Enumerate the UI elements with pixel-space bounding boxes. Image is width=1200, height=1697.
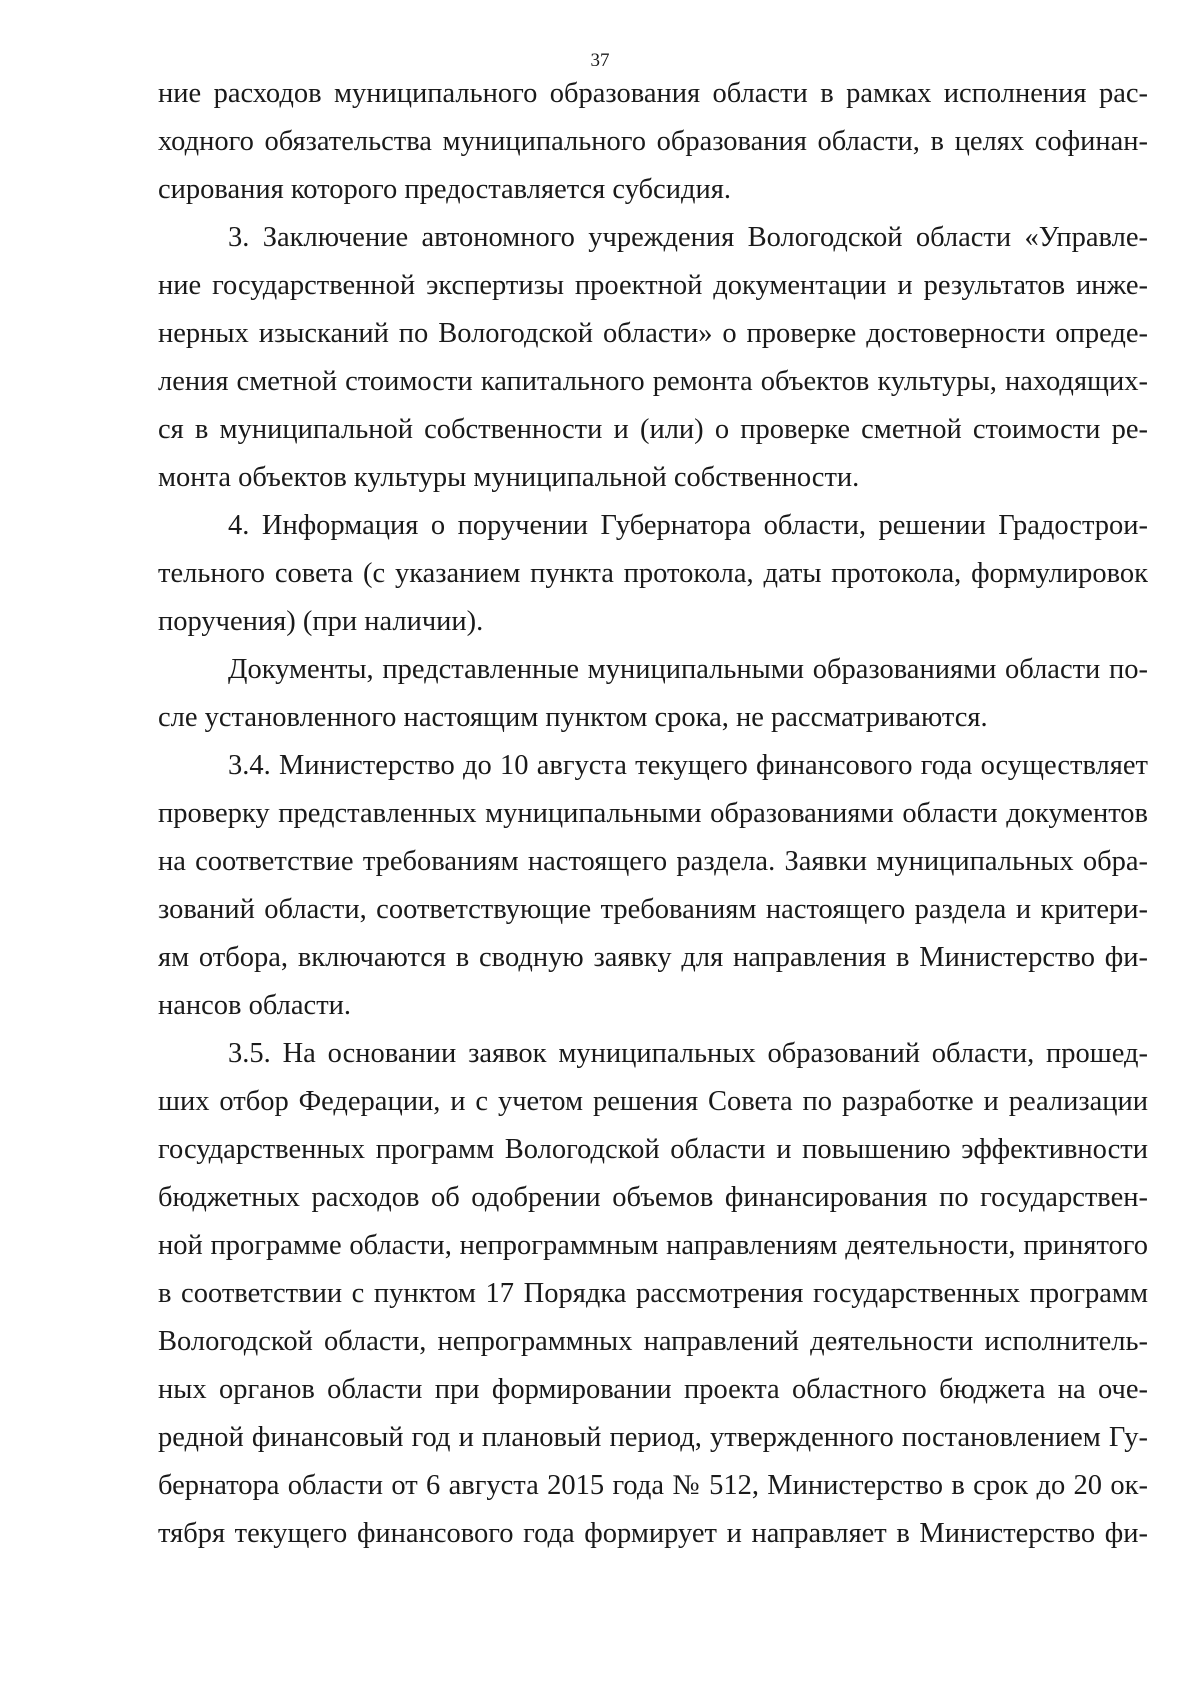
- text-line: ной программе области, непрограммным направлениям деятельности, принятого: [158, 1230, 1148, 1261]
- text-line: редной финансовый год и плановый период, утвержденного постановлением Гу-: [158, 1422, 1148, 1453]
- text-line: сирования которого предоставляется субсидия.: [158, 174, 731, 205]
- paragraph: [158, 70, 1148, 214]
- text-line: проверку представленных муниципальными образованиями области документов: [158, 798, 1148, 829]
- text-line: нерных изысканий по Вологодской области» о проверке достоверности опреде-: [158, 318, 1148, 349]
- page-number: 37: [590, 50, 610, 71]
- text-line: 3. Заключение автономного учреждения Вологодской области «Управле-: [228, 222, 1148, 253]
- paragraph: [158, 1030, 1148, 1558]
- text-line: 3.4. Министерство до 10 августа текущего финансового года осуществляет: [228, 750, 1148, 781]
- text-line: ние расходов муниципального образования области в рамках исполнения рас-: [158, 78, 1148, 109]
- text-line: сле установленного настоящим пунктом срока, не рассматриваются.: [158, 702, 988, 733]
- text-line: Документы, представленные муниципальными образованиями области по-: [228, 654, 1148, 685]
- text-line: ям отбора, включаются в сводную заявку для направления в Министерство фи-: [158, 942, 1148, 973]
- text-line: монта объектов культуры муниципальной собственности.: [158, 462, 860, 493]
- paragraph: [158, 742, 1148, 1030]
- text-line: ние государственной экспертизы проектной документации и результатов инже-: [158, 270, 1148, 301]
- paragraph: [158, 214, 1148, 502]
- text-line: в соответствии с пунктом 17 Порядка рассмотрения государственных программ: [158, 1278, 1148, 1309]
- text-line: ся в муниципальной собственности и (или) о проверке сметной стоимости ре-: [158, 414, 1148, 445]
- text-line: государственных программ Вологодской области и повышению эффективности: [158, 1134, 1148, 1165]
- text-line: нансов области.: [158, 990, 352, 1021]
- text-line: ших отбор Федерации, и с учетом решения Совета по разработке и реализации: [158, 1086, 1148, 1117]
- document-body: [158, 70, 1148, 1558]
- text-line: ных органов области при формировании проекта областного бюджета на оче-: [158, 1374, 1148, 1405]
- text-line: ления сметной стоимости капитального ремонта объектов культуры, находящих-: [158, 366, 1148, 397]
- text-line: Вологодской области, непрограммных направлений деятельности исполнитель-: [158, 1326, 1148, 1357]
- text-line: тября текущего финансового года формирует и направляет в Министерство фи-: [158, 1518, 1148, 1549]
- text-line: на соответствие требованиям настоящего раздела. Заявки муниципальных обра-: [158, 846, 1148, 877]
- text-line: поручения) (при наличии).: [158, 606, 484, 637]
- text-line: тельного совета (с указанием пункта протокола, даты протокола, формулировок: [158, 558, 1148, 589]
- text-line: зований области, соответствующие требованиям настоящего раздела и критери-: [158, 894, 1148, 925]
- text-line: бюджетных расходов об одобрении объемов финансирования по государствен-: [158, 1182, 1148, 1213]
- text-line: 3.5. На основании заявок муниципальных образований области, прошед-: [228, 1038, 1148, 1069]
- text-line: 4. Информация о поручении Губернатора области, решении Градострои-: [228, 510, 1148, 541]
- paragraph: [158, 502, 1148, 646]
- paragraph: [158, 646, 1148, 742]
- text-line: ходного обязательства муниципального образования области, в целях софинан-: [158, 126, 1148, 157]
- text-line: бернатора области от 6 августа 2015 года № 512, Министерство в срок до 20 ок-: [158, 1470, 1148, 1501]
